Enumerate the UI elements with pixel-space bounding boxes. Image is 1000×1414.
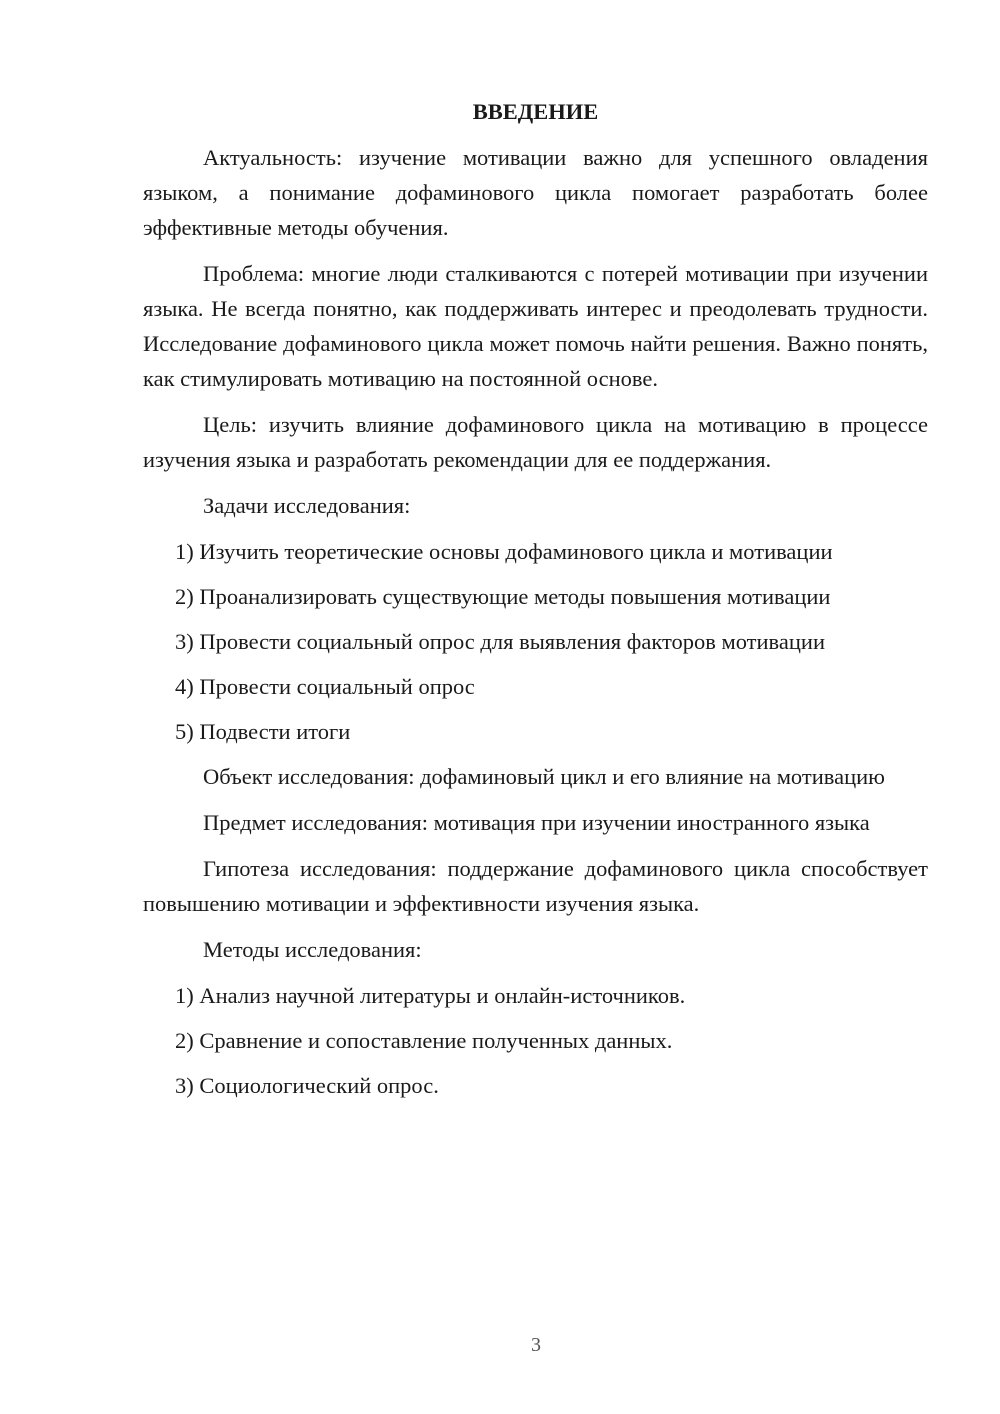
hypothesis-paragraph: Гипотеза исследования: поддержание дофаминового цикла способствует повышению мотивации и эффективности изучения языка. — [143, 856, 928, 916]
method-item: 2) Сравнение и сопоставление полученных данных. — [175, 1028, 673, 1053]
task-item: 3) Провести социальный опрос для выявления факторов мотивации — [175, 629, 825, 654]
methods-heading: Методы исследования: — [203, 937, 422, 962]
subject-paragraph: Предмет исследования: мотивация при изучении иностранного языка — [203, 810, 870, 835]
methods-list — [143, 978, 928, 1103]
tasks-heading: Задачи исследования: — [203, 493, 411, 518]
method-item: 3) Социологический опрос. — [175, 1073, 439, 1098]
task-item: 4) Провести социальный опрос — [175, 674, 475, 699]
tasks-list — [143, 534, 928, 749]
page-number: 3 — [531, 1334, 541, 1356]
task-item: 1) Изучить теоретические основы дофаминового цикла и мотивации — [175, 539, 833, 564]
method-item: 1) Анализ научной литературы и онлайн-источников. — [175, 983, 686, 1008]
object-paragraph: Объект исследования: дофаминовый цикл и его влияние на мотивацию — [203, 764, 885, 789]
document-body — [143, 94, 928, 1113]
goal-paragraph: Цель: изучить влияние дофаминового цикла на мотивацию в процессе изучения языка и разработать рекомендации для ее поддержания. — [143, 412, 928, 472]
relevance-paragraph: Актуальность: изучение мотивации важно для успешного овладения языком, а понимание дофаминового цикла помогает разработать более эффективные методы обучения. — [143, 145, 928, 240]
task-item: 5) Подвести итоги — [175, 719, 351, 744]
problem-paragraph: Проблема: многие люди сталкиваются с потерей мотивации при изучении языка. Не всегда понятно, как поддерживать интерес и преодолевать трудности. Исследование дофаминового цикла может помочь найти решения. Важно понять, как стимулировать мотивацию на постоянной основе. — [143, 261, 928, 391]
task-item: 2) Проанализировать существующие методы повышения мотивации — [175, 584, 831, 609]
section-title: ВВЕДЕНИЕ — [472, 99, 599, 124]
